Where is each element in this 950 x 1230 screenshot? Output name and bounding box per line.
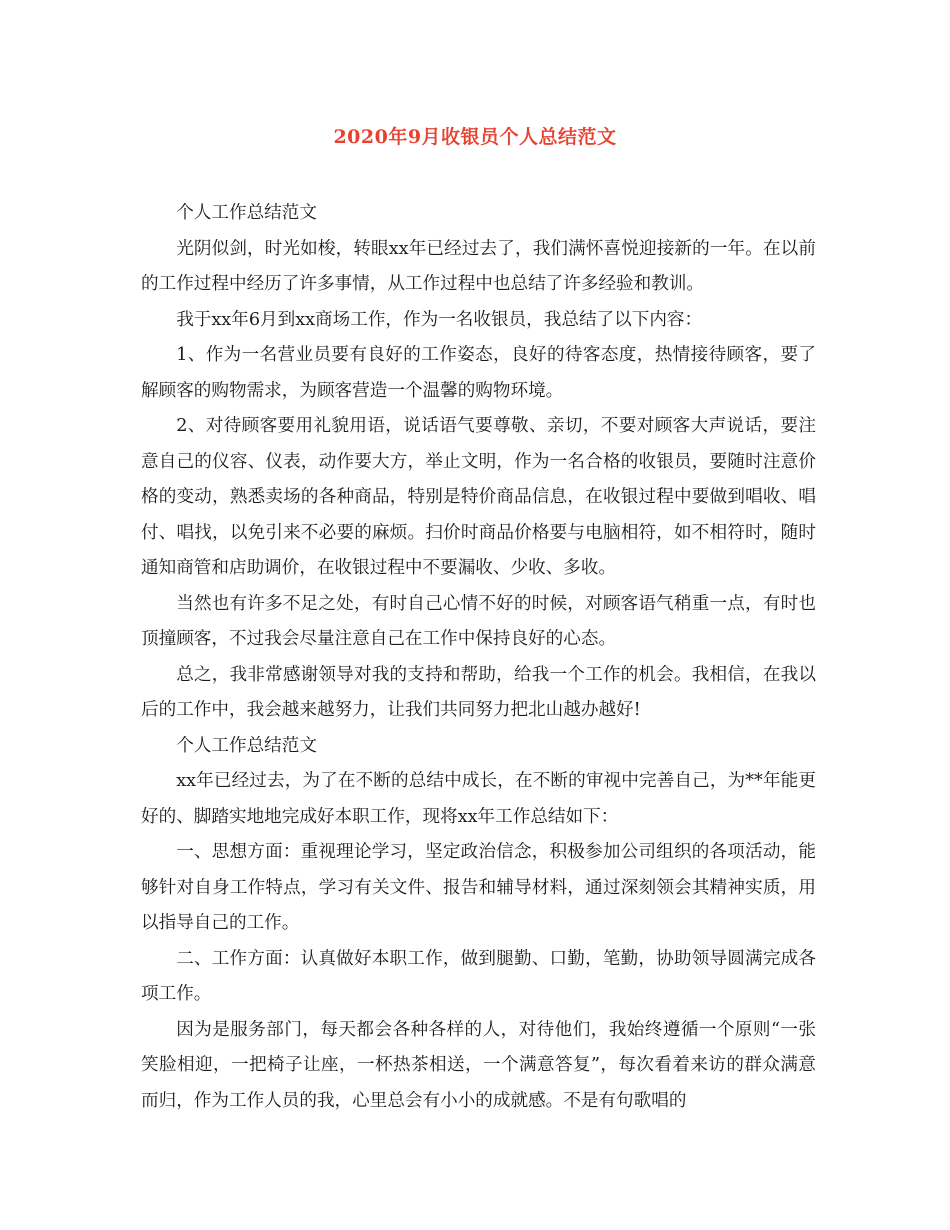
- paragraph: 1、作为一名营业员要有良好的工作姿态，良好的待客态度，热情接待顾客，要了解顾客的购物需求，为顾客营造一个温馨的购物环境。: [141, 345, 816, 401]
- paragraph: 二、工作方面：认真做好本职工作，做到腿勤、口勤，笔勤，协助领导圆满完成各项工作。: [141, 948, 816, 1004]
- paragraph: xx年已经过去，为了在不断的总结中成长，在不断的审视中完善自己，为**年能更好的、脚踏实地地完成好本职工作，现将xx年工作总结如下：: [141, 771, 816, 827]
- section-heading: 个人工作总结范文: [176, 203, 317, 223]
- paragraph: 一、思想方面：重视理论学习，坚定政治信念，积极参加公司组织的各项活动，能够针对自身工作特点，学习有关文件、报告和辅导材料，通过深刻领会其精神实质，用以指导自己的工作。: [141, 842, 816, 933]
- document-body: [141, 196, 816, 1119]
- paragraph: 当然也有许多不足之处，有时自己心情不好的时候，对顾客语气稍重一点，有时也顶撞顾客，不过我会尽量注意自己在工作中保持良好的心态。: [141, 593, 816, 649]
- paragraph: 总之，我非常感谢领导对我的支持和帮助，给我一个工作的机会。我相信，在我以后的工作中，我会越来越努力，让我们共同努力把北山越办越好!: [141, 664, 816, 720]
- paragraph: 我于xx年6月到xx商场工作，作为一名收银员，我总结了以下内容：: [176, 309, 703, 330]
- document-title: 2020年9月收银员个人总结范文: [333, 126, 617, 148]
- paragraph: 2、对待顾客要用礼貌用语，说话语气要尊敬、亲切，不要对顾客大声说话，要注意自己的仪容、仪表，动作要大方，举止文明，作为一名合格的收银员，要随时注意价格的变动，熟悉卖场的各种商品，特别是特价商品信息，在收银过程中要做到唱收、唱付、唱找，以免引来不必要的麻烦。扫价时商品价格要与电脑相符，如不相符时，随时通知商管和店助调价，在收银过程中不要漏收、少收、多收。: [141, 416, 816, 578]
- paragraph: 因为是服务部门，每天都会各种各样的人，对待他们，我始终遵循一个原则“一张笑脸相迎，一把椅子让座，一杯热茶相送，一个满意答复”，每次看着来访的群众满意而归，作为工作人员的我，心里总会有小小的成就感。不是有句歌唱的: [141, 1019, 816, 1111]
- section-heading: 个人工作总结范文: [176, 735, 317, 756]
- paragraph: 光阴似剑，时光如梭，转眼xx年已经过去了，我们满怀喜悦迎接新的一年。在以前的工作过程中经历了许多事情，从工作过程中也总结了许多经验和教训。: [141, 238, 816, 294]
